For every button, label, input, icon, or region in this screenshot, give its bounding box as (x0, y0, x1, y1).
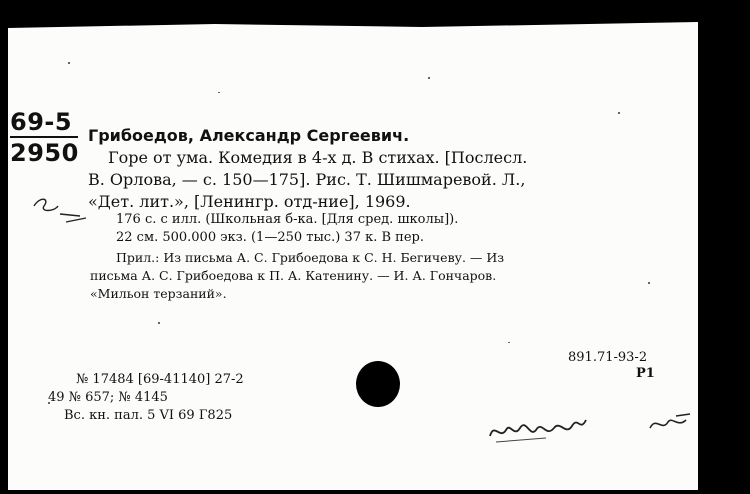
speck (508, 342, 510, 343)
speck (428, 77, 430, 79)
author-heading: Грибоедов, Александр Сергеевич. (88, 126, 410, 145)
notes-line-1: Прил.: Из письма А. С. Грибоедова к С. Н. Бегичеву. — Из (116, 250, 505, 265)
registry-line-1: № 17484 [69-41140] 27-2 (76, 372, 244, 387)
handwritten-mark (30, 194, 90, 228)
call-number-bottom: 2950 (10, 139, 79, 167)
handwritten-signature (486, 408, 598, 448)
classification-code: 891.71-93-2 (568, 350, 648, 365)
physical-line-1: 176 с. с илл. (Школьная б-ка. [Для сред. школы]). (116, 212, 459, 227)
speck (618, 112, 620, 114)
speck (158, 322, 160, 324)
speck (218, 92, 220, 93)
registry-line-3: Вс. кн. пал. 5 VI 69 Г825 (64, 408, 233, 423)
speck (648, 282, 650, 284)
classification-index: Р1 (636, 366, 655, 381)
notes-line-3: «Мильон терзаний». (90, 286, 227, 301)
description-line-1: Горе от ума. Комедия в 4-х д. В стихах. [Послесл. (108, 148, 528, 167)
description-line-3: «Дет. лит.», [Ленингр. отд-ние], 1969. (88, 192, 411, 211)
call-number-top: 69-5 (10, 110, 78, 138)
call-number (10, 110, 79, 165)
physical-line-2: 22 см. 500.000 экз. (1—250 тыс.) 37 к. В пер. (116, 230, 424, 245)
registry-line-2: 49 № 657; № 4145 (48, 390, 168, 405)
handwritten-initials (646, 408, 696, 438)
speck (68, 62, 70, 64)
description-line-2: В. Орлова, — с. 150—175]. Рис. Т. Шишмаревой. Л., (88, 170, 526, 189)
notes-line-2: письма А. С. Грибоедова к П. А. Катенину. — И. А. Гончаров. (90, 268, 497, 283)
punch-hole (356, 361, 400, 407)
